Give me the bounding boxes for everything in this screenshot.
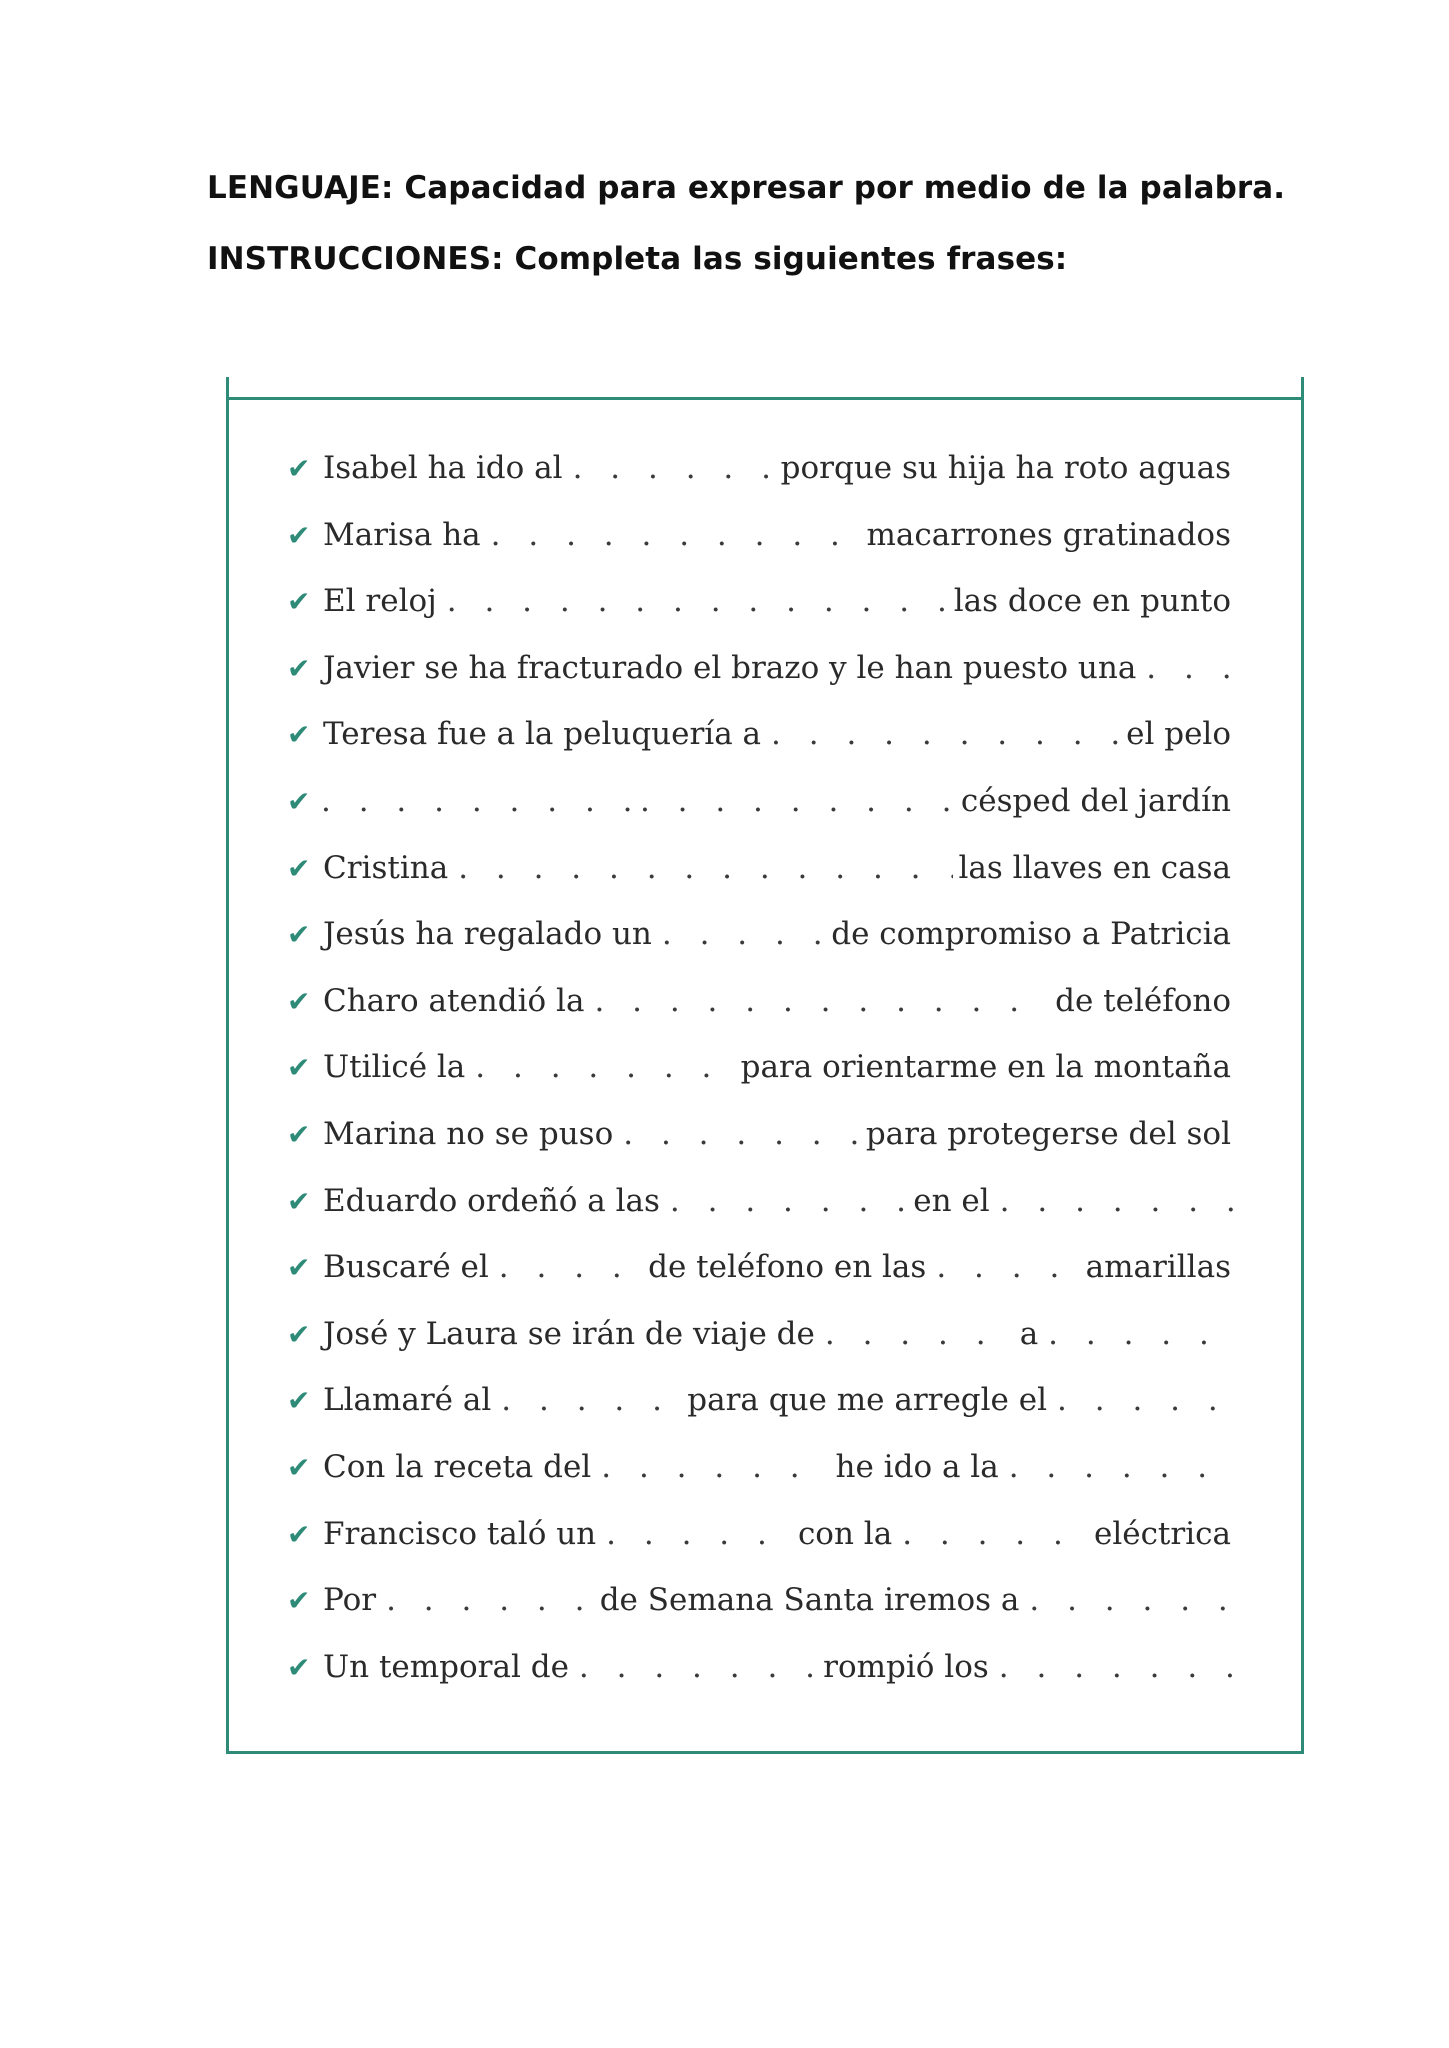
blank-line xyxy=(487,517,861,553)
sentence-text: Marina no se puso xyxy=(323,1116,614,1152)
checkmark-icon: ✔ xyxy=(287,1451,311,1484)
heading-language: LENGUAJE: Capacidad para expresar por medio de la palabra. xyxy=(207,170,1286,206)
sentence-text: para protegerse del sol xyxy=(865,1116,1231,1152)
checkmark-icon: ✔ xyxy=(287,1650,311,1684)
sentence-row xyxy=(287,583,1237,633)
blank-line xyxy=(497,1382,681,1418)
sentence-row xyxy=(287,1516,1237,1566)
sentence-row xyxy=(287,450,1237,500)
blank-line xyxy=(636,783,955,819)
blank-line xyxy=(471,1049,734,1085)
blank-line xyxy=(1044,1316,1237,1352)
sentence-text: de Semana Santa iremos a xyxy=(599,1582,1020,1619)
sentence-text: en el xyxy=(913,1182,990,1219)
sentence-text: las doce en punto xyxy=(953,583,1231,620)
blank-line xyxy=(767,716,1120,752)
blank-line xyxy=(658,916,825,952)
sentence-text: Marisa ha xyxy=(323,516,481,553)
checkmark-icon: ✔ xyxy=(287,1384,311,1418)
sentence-row xyxy=(287,1582,1237,1632)
checkmark-icon: ✔ xyxy=(287,1517,311,1551)
sentence-text: amarillas xyxy=(1085,1249,1231,1286)
sentence-row xyxy=(287,983,1237,1033)
sentence-row xyxy=(287,783,1237,833)
sentence-text: Javier se ha fracturado el brazo y le han puesto una xyxy=(323,649,1137,686)
sentence-text: Charo atendió la xyxy=(323,982,585,1019)
blank-line xyxy=(996,1183,1237,1219)
checkmark-icon: ✔ xyxy=(287,651,311,685)
blank-line xyxy=(1142,650,1237,686)
sentence-text: José y Laura se irán de viaje de xyxy=(323,1315,815,1352)
sentence-row xyxy=(287,1382,1237,1432)
sentence-text: las llaves en casa xyxy=(958,849,1231,886)
sentence-text: macarrones gratinados xyxy=(866,516,1231,553)
checkmark-icon: ✔ xyxy=(287,851,311,885)
sentence-text: porque su hija ha roto aguas xyxy=(780,450,1231,486)
blank-line xyxy=(898,1516,1088,1552)
checkmark-icon: ✔ xyxy=(287,1251,311,1285)
sentence-row xyxy=(287,1316,1237,1366)
blank-line xyxy=(575,1649,817,1685)
sentence-text: de teléfono xyxy=(1055,982,1231,1019)
sentence-text: Jesús ha regalado un xyxy=(323,916,652,953)
blank-line xyxy=(1053,1382,1237,1418)
sentence-row xyxy=(287,716,1237,766)
checkmark-icon: ✔ xyxy=(287,984,311,1018)
blank-line xyxy=(995,1649,1237,1685)
blank-line xyxy=(932,1249,1079,1285)
sentence-row xyxy=(287,650,1237,700)
checkmark-icon: ✔ xyxy=(287,518,311,552)
sentence-text: Cristina xyxy=(323,849,449,886)
sentence-text: con la xyxy=(797,1515,893,1552)
sentence-text: he ido a la xyxy=(835,1449,999,1485)
sentence-row xyxy=(287,1049,1237,1099)
checkmark-icon: ✔ xyxy=(287,1118,311,1151)
sentence-text: el pelo xyxy=(1126,716,1231,753)
sentence-text: Un temporal de xyxy=(323,1648,569,1685)
checkmark-icon: ✔ xyxy=(287,1051,311,1085)
sentence-text: para orientarme en la montaña xyxy=(740,1049,1231,1086)
heading-instructions: INSTRUCCIONES: Completa las siguientes frases: xyxy=(207,241,1068,277)
blank-line xyxy=(1025,1582,1237,1618)
checkmark-icon: ✔ xyxy=(287,585,311,619)
sentence-row xyxy=(287,850,1237,900)
sentence-row xyxy=(287,1649,1237,1699)
sentence-text: eléctrica xyxy=(1093,1515,1231,1552)
sentence-text: césped del jardín xyxy=(960,783,1231,819)
checkmark-icon: ✔ xyxy=(287,718,311,752)
sentence-text: Con la receta del xyxy=(323,1449,592,1485)
sentence-text: para que me arregle el xyxy=(687,1382,1048,1419)
sentence-text: Eduardo ordeñó a las xyxy=(323,1182,660,1219)
blank-line xyxy=(1005,1449,1237,1485)
sentence-text: Isabel ha ido al xyxy=(323,450,563,486)
blank-line xyxy=(454,850,952,886)
checkmark-icon: ✔ xyxy=(287,1317,311,1351)
blank-line xyxy=(382,1582,594,1618)
sentence-text: Teresa fue a la peluquería a xyxy=(323,716,762,753)
blank-line xyxy=(597,1449,829,1485)
sentence-text: El reloj xyxy=(323,583,437,620)
blank-line xyxy=(666,1183,907,1219)
blank-line xyxy=(821,1316,1014,1352)
sentence-text: de teléfono en las xyxy=(648,1249,927,1286)
sentence-row xyxy=(287,1183,1237,1233)
sentence-row xyxy=(287,1449,1237,1499)
sentence-row xyxy=(287,1116,1237,1166)
blank-line xyxy=(569,450,775,486)
checkmark-icon: ✔ xyxy=(287,1184,311,1218)
blank-line xyxy=(590,983,1049,1019)
sentence-text: Por xyxy=(323,1582,377,1619)
sentence-text: a xyxy=(1019,1315,1039,1352)
blank-line xyxy=(317,783,636,819)
checkmark-icon: ✔ xyxy=(287,1584,311,1618)
blank-line xyxy=(602,1516,792,1552)
exercise-frame-top-rule xyxy=(226,397,1304,400)
sentence-text: Buscaré el xyxy=(323,1249,489,1286)
sentence-row xyxy=(287,1249,1237,1299)
blank-line xyxy=(443,583,948,619)
blank-line xyxy=(495,1249,642,1285)
sentence-text: rompió los xyxy=(823,1648,989,1685)
sentence-row xyxy=(287,916,1237,966)
sentence-text: Llamaré al xyxy=(323,1382,492,1419)
checkmark-icon: ✔ xyxy=(287,452,311,485)
sentence-text: Francisco taló un xyxy=(323,1515,597,1552)
checkmark-icon: ✔ xyxy=(287,918,311,952)
sentence-text: de compromiso a Patricia xyxy=(831,916,1231,953)
checkmark-icon: ✔ xyxy=(287,785,311,818)
sentence-row xyxy=(287,517,1237,567)
sentence-text: Utilicé la xyxy=(323,1049,466,1086)
blank-line xyxy=(619,1116,860,1152)
